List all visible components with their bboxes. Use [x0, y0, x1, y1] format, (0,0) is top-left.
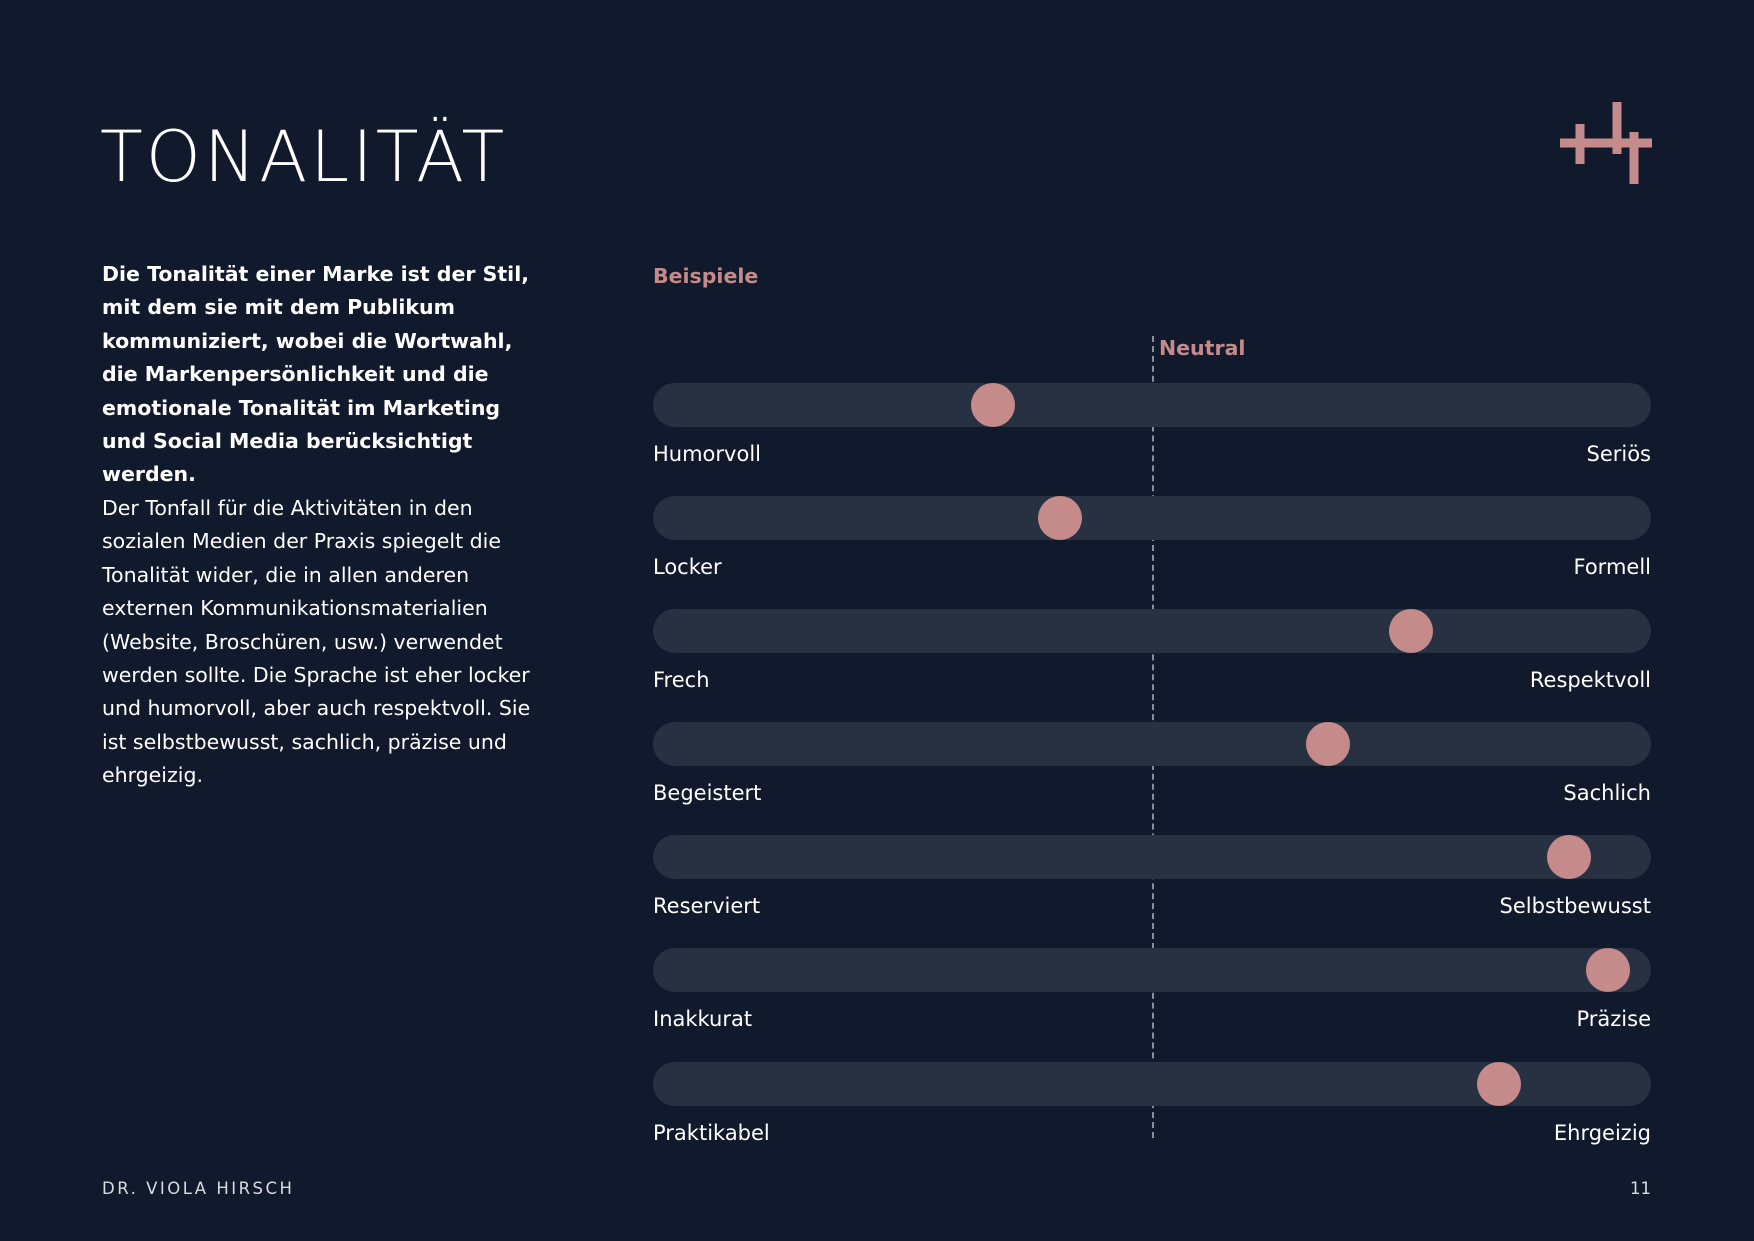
scale-knob[interactable]	[1547, 835, 1591, 879]
scale-label-left: Praktikabel	[653, 1121, 770, 1145]
tone-scale-praktikabel-ehrgeizig	[653, 1062, 1651, 1162]
scale-track	[653, 722, 1651, 766]
section-label-examples: Beispiele	[653, 264, 759, 288]
scale-knob[interactable]	[971, 383, 1015, 427]
scale-label-right: Sachlich	[1563, 781, 1651, 805]
scale-track	[653, 496, 1651, 540]
scale-label-right: Selbstbewusst	[1499, 894, 1651, 918]
scale-label-right: Respektvoll	[1529, 668, 1651, 692]
tone-scale-begeistert-sachlich	[653, 722, 1651, 822]
scale-label-right: Formell	[1573, 555, 1651, 579]
brand-logo-icon	[1560, 102, 1652, 184]
intro-body-text: Der Tonfall für die Aktivitäten in den sozialen Medien der Praxis spiegelt die Tonalität wider, die in allen anderen externen Kommunikationsmaterialien (Website, Broschüren, usw.) verwendet werden sollte. Die Sprache ist eher locker und humorvoll, aber auch respektvoll. Sie ist selbstbewusst, sachlich, präzise und ehrgeizig.	[102, 496, 531, 788]
tone-scale-humorvoll-serioes	[653, 383, 1651, 483]
scale-track	[653, 609, 1651, 653]
tone-scale-reserviert-selbstbewusst	[653, 835, 1651, 935]
scale-track	[653, 835, 1651, 879]
scale-label-right: Ehrgeizig	[1553, 1121, 1651, 1145]
neutral-label: Neutral	[1159, 336, 1246, 360]
scale-label-left: Reserviert	[653, 894, 761, 918]
scale-label-left: Begeistert	[653, 781, 762, 805]
tone-scale-inakkurat-praezise	[653, 948, 1651, 1048]
scale-knob[interactable]	[1586, 948, 1630, 992]
scale-label-left: Inakkurat	[653, 1007, 753, 1031]
scale-track	[653, 383, 1651, 427]
scale-label-left: Locker	[653, 555, 722, 579]
scale-label-left: Humorvoll	[653, 442, 761, 466]
scale-label-right: Seriös	[1586, 442, 1651, 466]
scale-label-right: Präzise	[1576, 1007, 1651, 1031]
intro-bold-text: Die Tonalität einer Marke ist der Stil, mit dem sie mit dem Publikum kommuniziert, wobei die Wortwahl, die Markenpersönlichkeit und die emotionale Tonalität im Marketing und Social Media berücksichtigt werden.	[102, 262, 530, 487]
page-title: TONALITÄT	[100, 116, 508, 198]
tone-scale-frech-respektvoll	[653, 609, 1651, 709]
scale-knob[interactable]	[1477, 1062, 1521, 1106]
footer-name: DR. VIOLA HIRSCH	[102, 1179, 295, 1198]
page-number: 11	[1630, 1179, 1651, 1198]
scale-label-left: Frech	[653, 668, 710, 692]
tone-scale-locker-formell	[653, 496, 1651, 596]
scale-track	[653, 948, 1651, 992]
